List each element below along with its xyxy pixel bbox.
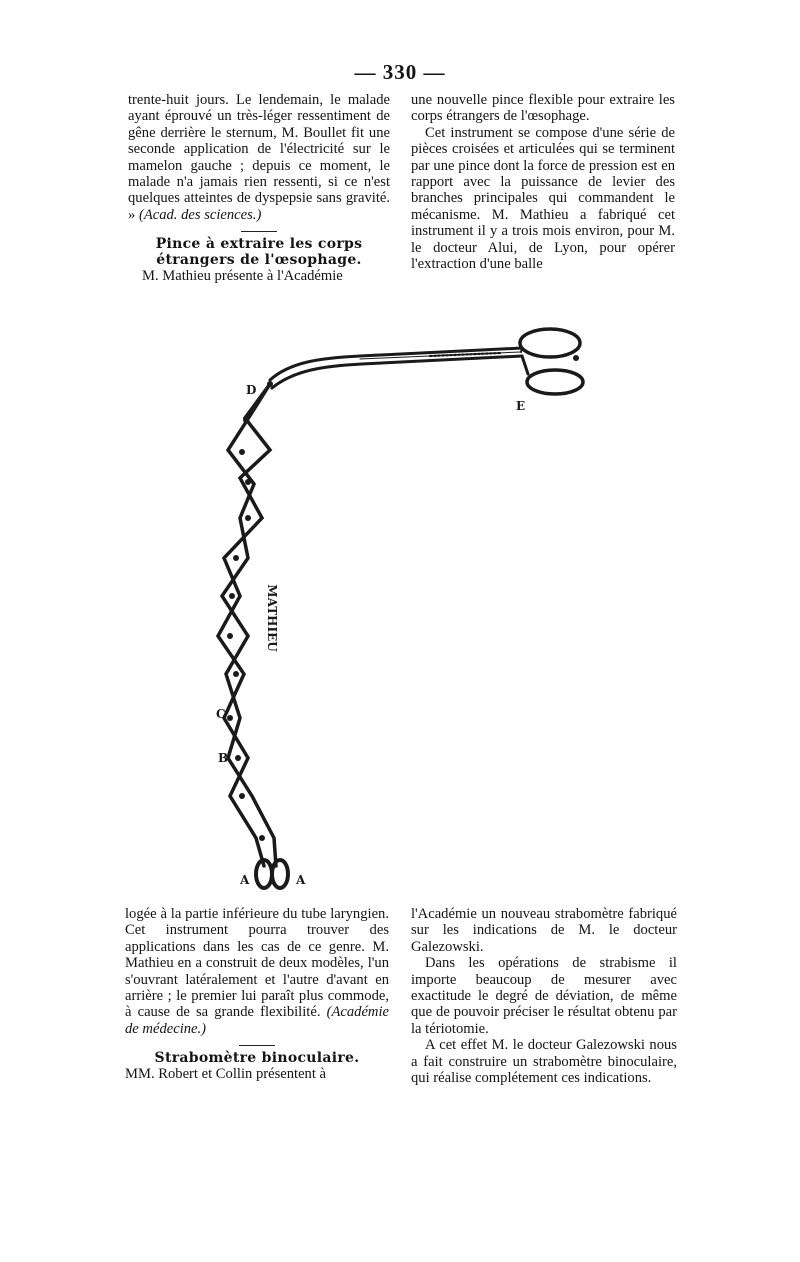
forceps-drawing [200,318,620,898]
label-b: B [218,751,229,765]
paragraph: A cet effet M. le docteur Galezowski nous a fait construire un strabomètre binoculaire, qui réalise complétement ces indications. [411,1037,677,1087]
label-e: E [516,399,526,413]
paragraph [128,92,390,223]
paragraph-text: trente-huit jours. Le lendemain, le malade ayant éprouvé un très-léger ressentiment de gêne derrière le sternum, M. Boullet fit une seconde application de l'électricité sur le mamelon gauche ; depuis ce moment, le malade n'a jamais rien ressenti, si ce n'est quelques atteintes de dyspepsie sans gravité. » [128,92,390,223]
column-top-right [411,92,675,272]
section-start: MM. Robert et Collin présentent à [125,1066,327,1083]
citation: (Académie de médecine.) [125,1004,389,1037]
column-bottom-right [411,906,677,1086]
section-start: M. Mathieu présente à l'Académie [142,268,343,285]
forceps-illustration [200,318,620,898]
maker-mark: MATHIEU [265,584,279,652]
label-c: C [216,707,226,721]
column-top-left [128,92,390,285]
citation: (Acad. des sciences.) [138,206,262,223]
label-a-left: A [240,873,250,887]
label-a-right: A [296,873,306,887]
paragraph: l'Académie un nouveau strabomètre fabriqué sur les indications de M. le docteur Galezowski. [411,906,677,955]
separator-rule [241,231,277,232]
label-d: D [246,383,257,397]
separator-rule [239,1045,275,1046]
paragraph: Dans les opérations de strabisme il importe beaucoup de mesurer avec exactitude le degré de déviation, de même que de pouvoir préciser le résultat obtenu par la tériotomie. [411,955,677,1037]
paragraph: Cet instrument se compose d'une série de pièces croisées et articulées qui se terminent par une pince dont la force de pression est en rapport avec la puissance de levier des branches principales qui commandent le mécanisme. M. Mathieu a fabriqué cet instrument il y a trois mois environ, pour M. le docteur Alui, de Lyon, pour opérer l'extraction d'une balle [411,124,675,273]
page-number: — 330 — [354,60,446,84]
paragraph [125,906,389,1037]
paragraph: une nouvelle pince flexible pour extraire les corps étrangers de l'œsophage. [411,92,675,125]
section-title: Strabomètre binoculaire. [154,1050,360,1067]
paragraph-text: logée à la partie inférieure du tube laryngien. Cet instrument pourra trouver des applications dans les cas de ce genre. M. Mathieu en a construit de deux modèles, l'un s'ouvrant latéralement et l'autre d'avant en arrière ; le premier lui paraît plus commode, à cause de sa grande flexibilité. [125,906,389,1021]
section-title: Pince à extraire les corps étrangers de l'œsophage. [155,236,363,269]
column-bottom-left [125,906,389,1083]
